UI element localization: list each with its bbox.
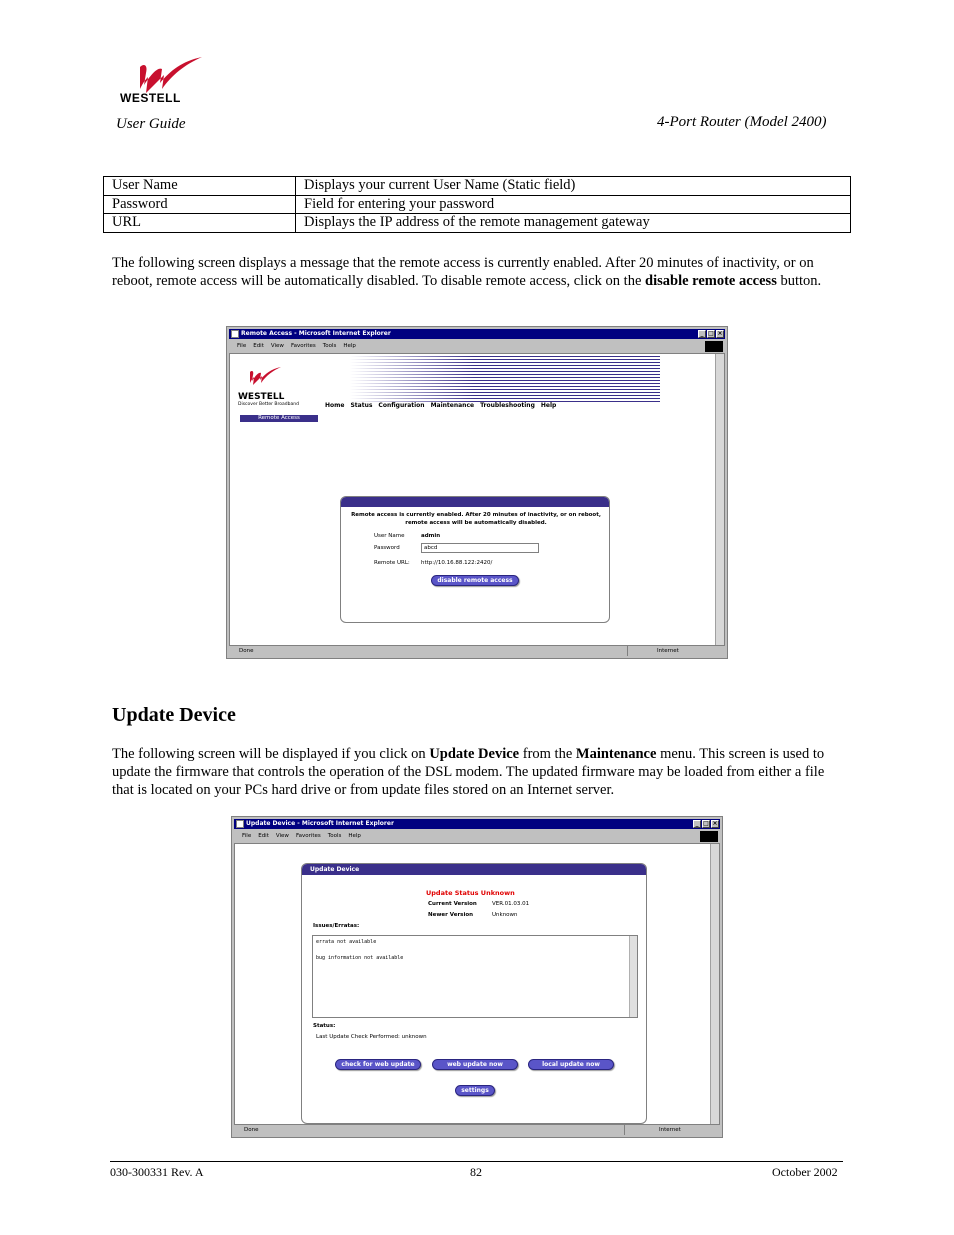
- minimize-button[interactable]: _: [693, 820, 701, 828]
- nav-troubleshooting[interactable]: Troubleshooting: [480, 402, 535, 409]
- panel-header: [341, 497, 609, 507]
- page-logo-tagline: Discover Better Broadband: [238, 402, 299, 407]
- section-heading: Update Device: [112, 704, 236, 726]
- para-tail: button.: [776, 273, 822, 289]
- window-title: Update Device - Microsoft Internet Explorer: [246, 820, 394, 827]
- update-paragraph: [112, 745, 837, 799]
- nav-home[interactable]: Home: [325, 402, 345, 409]
- footer-page-number: 82: [470, 1165, 482, 1179]
- header-left: User Guide: [116, 116, 186, 132]
- header-stripes: [350, 356, 660, 404]
- windows-logo-icon: [700, 831, 718, 842]
- page-tag: Remote Access: [240, 415, 318, 422]
- field-name: User Name: [104, 177, 296, 196]
- window-titlebar: [229, 329, 725, 339]
- menu-tools[interactable]: Tools: [322, 343, 337, 349]
- menu-edit[interactable]: Edit: [258, 833, 269, 839]
- status-divider: [624, 1125, 625, 1135]
- disable-remote-access-button[interactable]: disable remote access: [431, 575, 519, 586]
- windows-logo-icon: [705, 341, 723, 352]
- close-button[interactable]: ×: [712, 820, 718, 827]
- user-label: User Name: [374, 533, 405, 539]
- table-row: [104, 214, 851, 233]
- url-value: http://10.16.88.122:2420/: [421, 560, 493, 566]
- ie-icon: [231, 330, 239, 338]
- page-logo: [238, 366, 299, 407]
- settings-button[interactable]: settings: [455, 1085, 495, 1096]
- current-version-label: Current Version: [428, 901, 477, 907]
- menu-tools[interactable]: Tools: [327, 833, 342, 839]
- window-title: Remote Access - Microsoft Internet Explorer: [241, 330, 391, 337]
- issues-line: errata not available: [316, 939, 377, 945]
- menu-edit[interactable]: Edit: [253, 343, 264, 349]
- footer-rule: [110, 1161, 843, 1162]
- menu-help[interactable]: Help: [343, 343, 356, 349]
- menu-help[interactable]: Help: [348, 833, 361, 839]
- field-desc: Field for entering your password: [296, 195, 851, 214]
- issues-label: Issues/Erratas:: [313, 923, 360, 929]
- panel-title: Update Device: [302, 864, 646, 875]
- update-device-window: [231, 816, 723, 1138]
- remote-access-window: [226, 326, 728, 659]
- nav-status[interactable]: Status: [350, 402, 373, 409]
- last-check-text: Last Update Check Performed: unknown: [316, 1034, 427, 1040]
- field-name: Password: [104, 195, 296, 214]
- para-bold-1: Update Device: [429, 746, 520, 762]
- field-table: [103, 176, 851, 233]
- status-zone: Internet: [659, 1127, 681, 1133]
- nav-maintenance[interactable]: Maintenance: [430, 402, 475, 409]
- web-update-now-button[interactable]: web update now: [432, 1059, 518, 1070]
- update-status: Update Status Unknown: [426, 889, 515, 897]
- current-version-value: VER.01.03.01: [492, 901, 530, 907]
- local-update-now-button[interactable]: local update now: [528, 1059, 614, 1070]
- close-button[interactable]: ×: [717, 330, 723, 337]
- header-right: 4-Port Router (Model 2400): [657, 114, 827, 130]
- vertical-scrollbar[interactable]: [710, 844, 719, 1124]
- maximize-button[interactable]: □: [703, 820, 709, 827]
- para-text: The following screen displays a message that the remote access is currently enabled. After 20 minutes of inactivity, or on reboot, remote access will be automatically disabled. To disable remote access, click on the: [112, 255, 814, 289]
- remote-access-panel: [340, 496, 610, 623]
- para-bold: disable remote access: [645, 273, 777, 289]
- window-titlebar: [234, 819, 720, 829]
- field-desc: Displays the IP address of the remote management gateway: [296, 214, 851, 233]
- menu-file[interactable]: File: [237, 343, 247, 349]
- status-divider: [627, 646, 628, 656]
- issues-textarea[interactable]: [312, 935, 638, 1018]
- status-bar: [234, 1125, 720, 1135]
- check-web-update-button[interactable]: check for web update: [335, 1059, 421, 1070]
- intro-paragraph: [112, 254, 837, 290]
- logo-brand-text: WESTELL: [120, 91, 181, 105]
- ie-icon: [236, 820, 244, 828]
- menu-view[interactable]: View: [275, 833, 289, 839]
- menu-file[interactable]: File: [242, 833, 252, 839]
- browser-content: [229, 353, 725, 646]
- table-row: [104, 177, 851, 196]
- newer-version-value: Unknown: [492, 912, 518, 918]
- status-done: Done: [244, 1127, 259, 1133]
- menu-favorites[interactable]: Favorites: [290, 343, 316, 349]
- vertical-scrollbar[interactable]: [715, 354, 724, 645]
- para-pre: The following screen will be displayed if you click on: [112, 746, 430, 762]
- footer-doc-number: 030-300331 Rev. A: [110, 1165, 204, 1179]
- update-device-panel: [301, 863, 647, 1124]
- page-logo-brand: WESTELL: [238, 392, 285, 402]
- table-row: [104, 195, 851, 214]
- nav-configuration[interactable]: Configuration: [378, 402, 425, 409]
- menu-bar: [229, 340, 725, 352]
- field-name: URL: [104, 214, 296, 233]
- password-field[interactable]: abcd: [421, 543, 539, 553]
- status-label: Status:: [313, 1023, 336, 1029]
- textarea-scrollbar[interactable]: [629, 936, 637, 1017]
- password-label: Password: [374, 545, 400, 551]
- menu-bar: [234, 830, 720, 842]
- top-nav: [325, 402, 556, 409]
- westell-logo: [118, 55, 202, 107]
- issues-line: bug information not available: [316, 955, 404, 961]
- url-label: Remote URL:: [374, 560, 410, 566]
- newer-version-label: Newer Version: [428, 912, 474, 918]
- para-mid: from the: [519, 746, 576, 762]
- maximize-button[interactable]: □: [708, 330, 714, 337]
- status-done: Done: [239, 648, 254, 654]
- footer-date: October 2002: [772, 1165, 838, 1179]
- menu-view[interactable]: View: [270, 343, 284, 349]
- para-bold-2: Maintenance: [575, 746, 657, 762]
- field-desc: Displays your current User Name (Static field): [296, 177, 851, 196]
- status-bar: [229, 646, 725, 656]
- menu-favorites[interactable]: Favorites: [295, 833, 321, 839]
- nav-help[interactable]: Help: [540, 402, 557, 409]
- remote-message: Remote access is currently enabled. After 20 minutes of inactivity, or on reboot, remote access will be automatically disabled.: [351, 512, 601, 526]
- user-value: admin: [421, 533, 441, 539]
- minimize-button[interactable]: _: [698, 330, 706, 338]
- status-zone: Internet: [657, 648, 679, 654]
- browser-content: [234, 843, 720, 1125]
- para-post: menu. This screen is used to update the firmware that controls the operation of the DSL modem. The updated firmware may be loaded from either a file that is located on your PCs hard drive or from update files stored on an Internet server.: [112, 746, 825, 798]
